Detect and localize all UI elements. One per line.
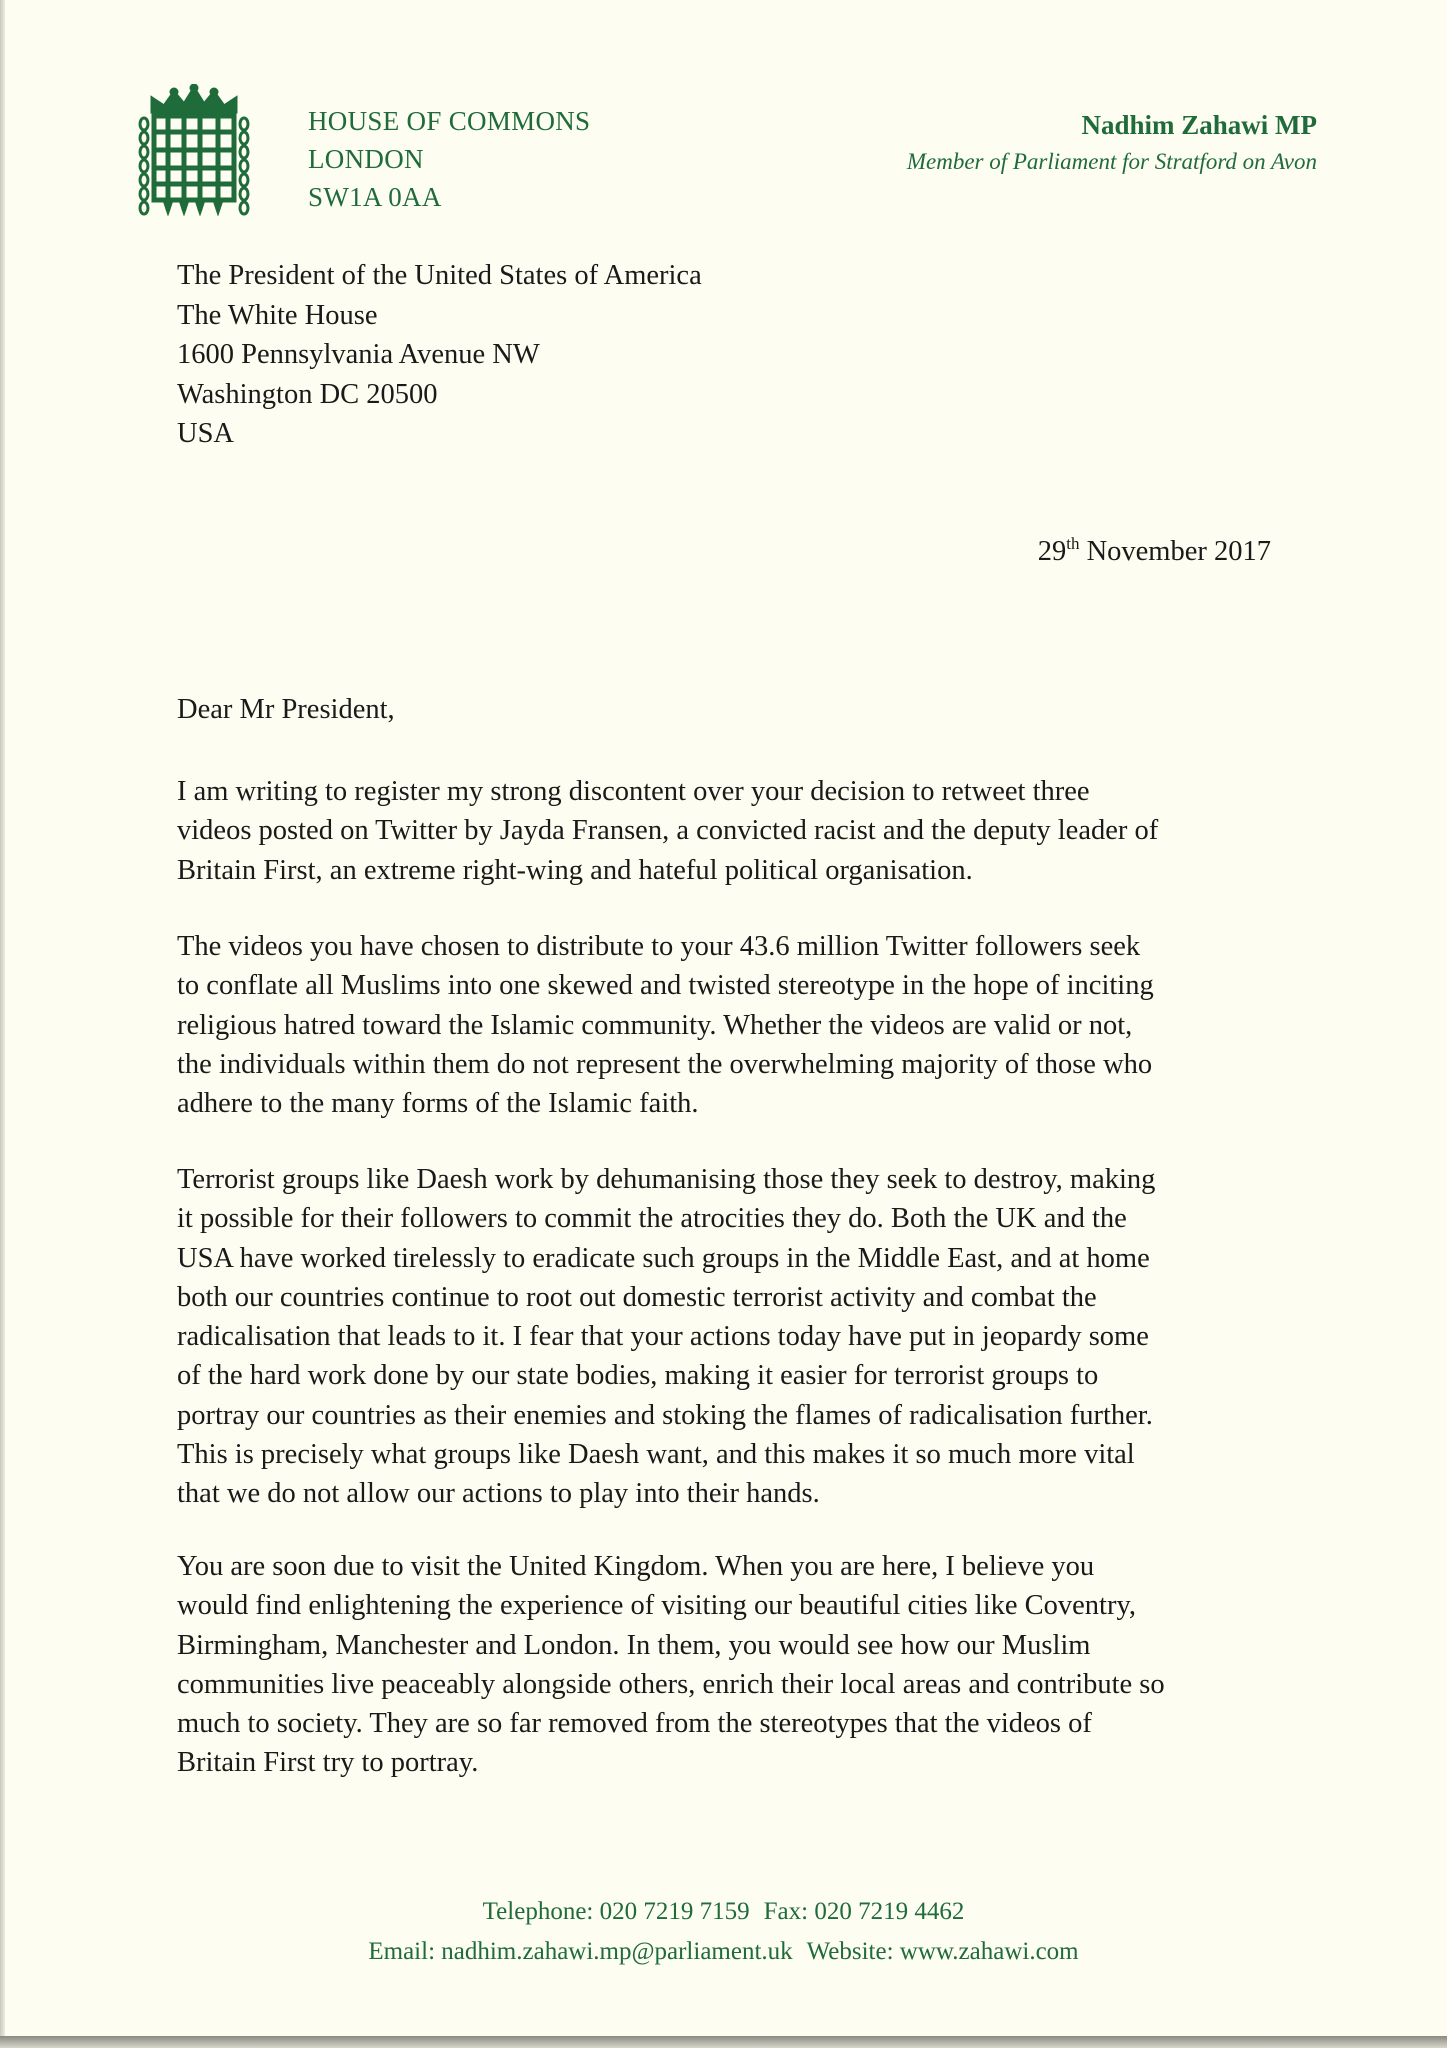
body-line: radicalisation that leads to it. I fear that your actions today have put in jeopardy some [177,1321,1149,1353]
body-line: videos posted on Twitter by Jayda Fransen, a convicted racist and the deputy leader of [177,815,1159,847]
recipient-line: The White House [177,299,378,331]
body-line: Terrorist groups like Daesh work by dehumanising those they seek to destroy, making [177,1164,1156,1195]
recipient-line: The President of the United States of America [177,260,702,291]
body-line: The videos you have chosen to distribute to your 43.6 million Twitter followers seek [177,931,1141,962]
body-line: Birmingham, Manchester and London. In them, you would see how our Muslim [177,1629,1091,1661]
body-line: it possible for their followers to commit the atrocities they do. Both the UK and the [177,1203,1127,1235]
date-rest: November 2017 [1079,536,1271,567]
footer-telephone: Telephone: 020 7219 7159 [482,1898,750,1925]
letter-date [1038,532,1271,572]
body-paragraph-2 [177,927,1154,1123]
body-line: both our countries continue to root out domestic terrorist activity and combat the [177,1281,1097,1313]
page-left-edge [0,0,5,2048]
body-paragraph-4 [177,1547,1165,1783]
recipient-line: Washington DC 20500 [177,378,438,410]
salutation: Dear Mr President, [177,694,395,725]
body-line: the individuals within them do not represent the overwhelming majority of those who [177,1048,1153,1080]
body-line: Britain First, an extreme right-wing and hateful political organisation. [177,854,973,886]
body-line: religious hatred toward the Islamic community. Whether the videos are valid or not, [177,1009,1133,1041]
body-line: portray our countries as their enemies and stoking the flames of radicalisation further. [177,1399,1153,1431]
body-line: You are soon due to visit the United Kingdom. When you are here, I believe you [177,1551,1095,1582]
portcullis-icon [138,84,250,216]
mp-block [907,106,1317,180]
page-bottom-edge [0,2036,1447,2048]
body-paragraph-3 [177,1160,1155,1514]
body-line: Britain First try to portray. [177,1747,479,1779]
date-day: 29 [1037,536,1067,567]
body-line: to conflate all Muslims into one skewed and twisted stereotype in the hope of inciting [177,970,1154,1002]
date-suffix: th [1066,534,1080,553]
body-line: of the hard work done by our state bodies, making it easier for terrorist groups to [177,1360,1099,1392]
body-line: adhere to the many forms of the Islamic faith. [177,1088,699,1120]
body-line: much to society. They are so far removed from the stereotypes that the videos of [177,1708,1092,1740]
recipient-line: 1600 Pennsylvania Avenue NW [177,339,540,370]
mp-name: Nadhim Zahawi MP [1081,110,1317,140]
institution-postcode: SW1A 0AA [308,182,442,212]
body-line: This is precisely what groups like Daesh want, and this makes it so much more vital [177,1439,1135,1471]
recipient-address [177,256,702,454]
body-line: that we do not allow our actions to play into their hands. [177,1478,820,1510]
footer-fax: Fax: 020 7219 4462 [763,1898,965,1925]
footer-phone-line [0,1892,1447,1932]
footer-email[interactable]: Email: nadhim.zahawi.mp@parliament.uk [368,1938,793,1965]
commons-address [308,102,590,216]
body-line: USA have worked tirelessly to eradicate such groups in the Middle East, and at home [177,1242,1150,1274]
footer-contact-line [0,1932,1447,1972]
body-line: would find enlightening the experience of visiting our beautiful cities like Coventry, [177,1590,1136,1622]
recipient-line: USA [177,418,235,449]
body-line: communities live peaceably alongside others, enrich their local areas and contribute so [177,1668,1165,1700]
institution-name: HOUSE OF COMMONS [308,106,591,136]
body-paragraph-1 [177,772,1158,890]
institution-city: LONDON [308,144,424,174]
mp-role: Member of Parliament for Stratford on Avon [906,149,1317,174]
body-line: I am writing to register my strong discontent over your decision to retweet three [177,776,1090,807]
footer-website[interactable]: Website: www.zahawi.com [806,1938,1079,1965]
